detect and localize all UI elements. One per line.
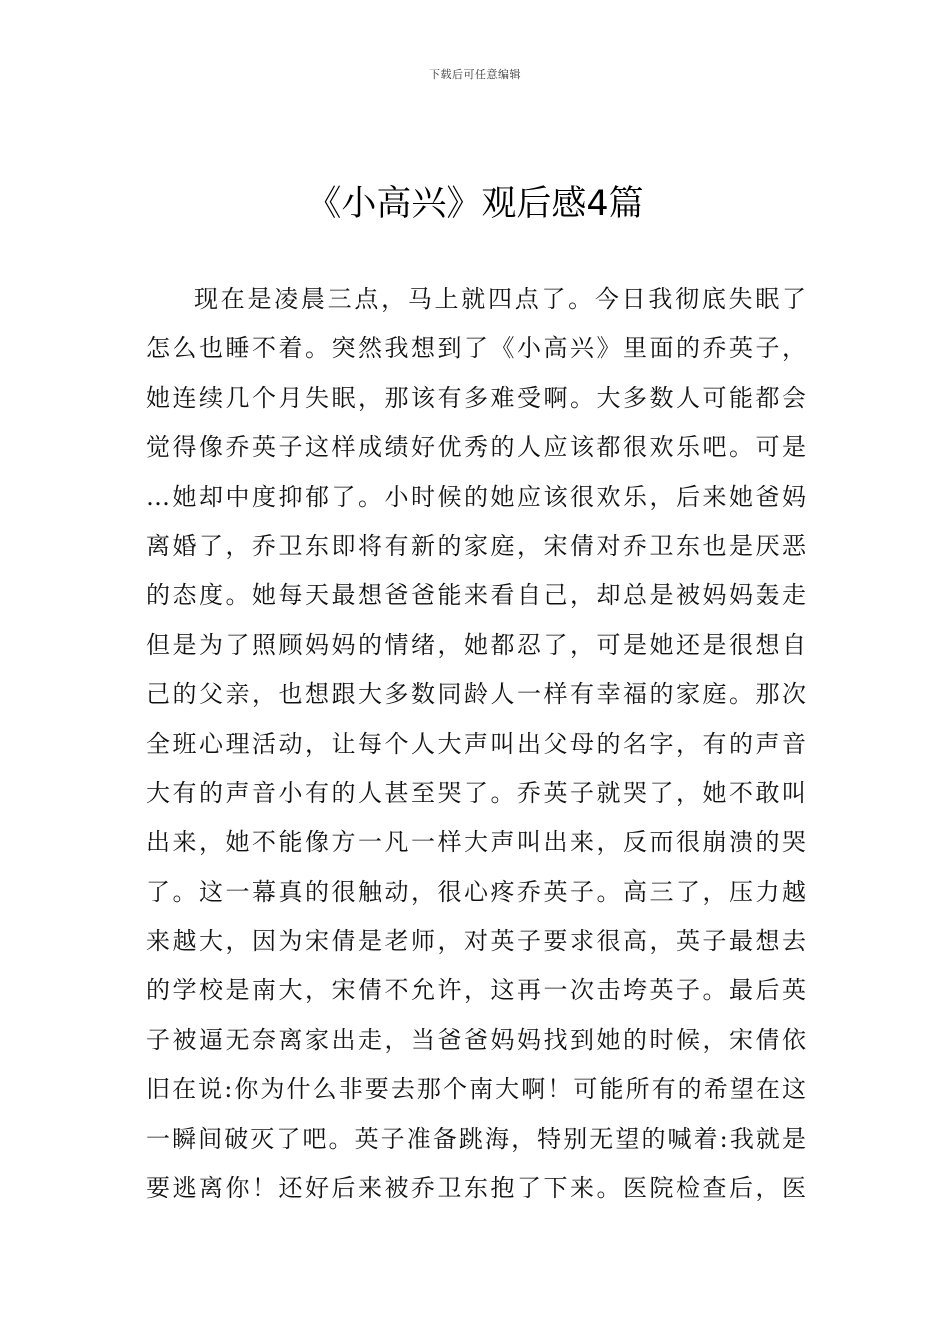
text-line: 怎么也睡不着。突然我想到了《小高兴》里面的乔英子， [146, 334, 806, 363]
text-line: 了。这一幕真的很触动，很心疼乔英子。高三了，压力越 [146, 877, 806, 906]
text-line: 她连续几个月失眠，那该有多难受啊。大多数人可能都会 [146, 383, 806, 412]
text-line: 出来，她不能像方一凡一样大声叫出来，反而很崩溃的哭 [146, 828, 806, 857]
text-line: 全班心理活动，让每个人大声叫出父母的名字，有的声音 [146, 729, 806, 758]
text-line: 大有的声音小有的人甚至哭了。乔英子就哭了，她不敢叫 [146, 778, 806, 807]
text-line: 的学校是南大，宋倩不允许，这再一次击垮英子。最后英 [146, 976, 806, 1005]
header-note: 下载后可任意编辑 [429, 68, 521, 81]
text-line: 但是为了照顾妈妈的情绪，她都忍了，可是她还是很想自 [146, 630, 806, 659]
text-line: 离婚了，乔卫东即将有新的家庭，宋倩对乔卫东也是厌恶 [146, 531, 806, 560]
text-line: 己的父亲，也想跟大多数同龄人一样有幸福的家庭。那次 [146, 680, 806, 709]
text-line: 觉得像乔英子这样成绩好优秀的人应该都很欢乐吧。可是 [146, 433, 806, 462]
text-line: 一瞬间破灭了吧。英子准备跳海，特别无望的喊着:我就是 [146, 1124, 806, 1153]
text-line: 要逃离你！还好后来被乔卫东抱了下来。医院检查后，医 [146, 1174, 806, 1203]
body-paragraph [146, 275, 806, 1213]
text-line: 旧在说:你为什么非要去那个南大啊！可能所有的希望在这 [146, 1075, 806, 1104]
document-title: 《小高兴》观后感4篇 [306, 184, 644, 224]
text-line: 的态度。她每天最想爸爸能来看自己，却总是被妈妈轰走 [146, 581, 806, 610]
text-line: 子被逼无奈离家出走，当爸爸妈妈找到她的时候，宋倩依 [146, 1025, 806, 1054]
text-line: 现在是凌晨三点，马上就四点了。今日我彻底失眠了 [194, 285, 806, 313]
text-line: …她却中度抑郁了。小时候的她应该很欢乐，后来她爸妈 [146, 482, 806, 511]
text-line: 来越大，因为宋倩是老师，对英子要求很高，英子最想去 [146, 927, 806, 956]
